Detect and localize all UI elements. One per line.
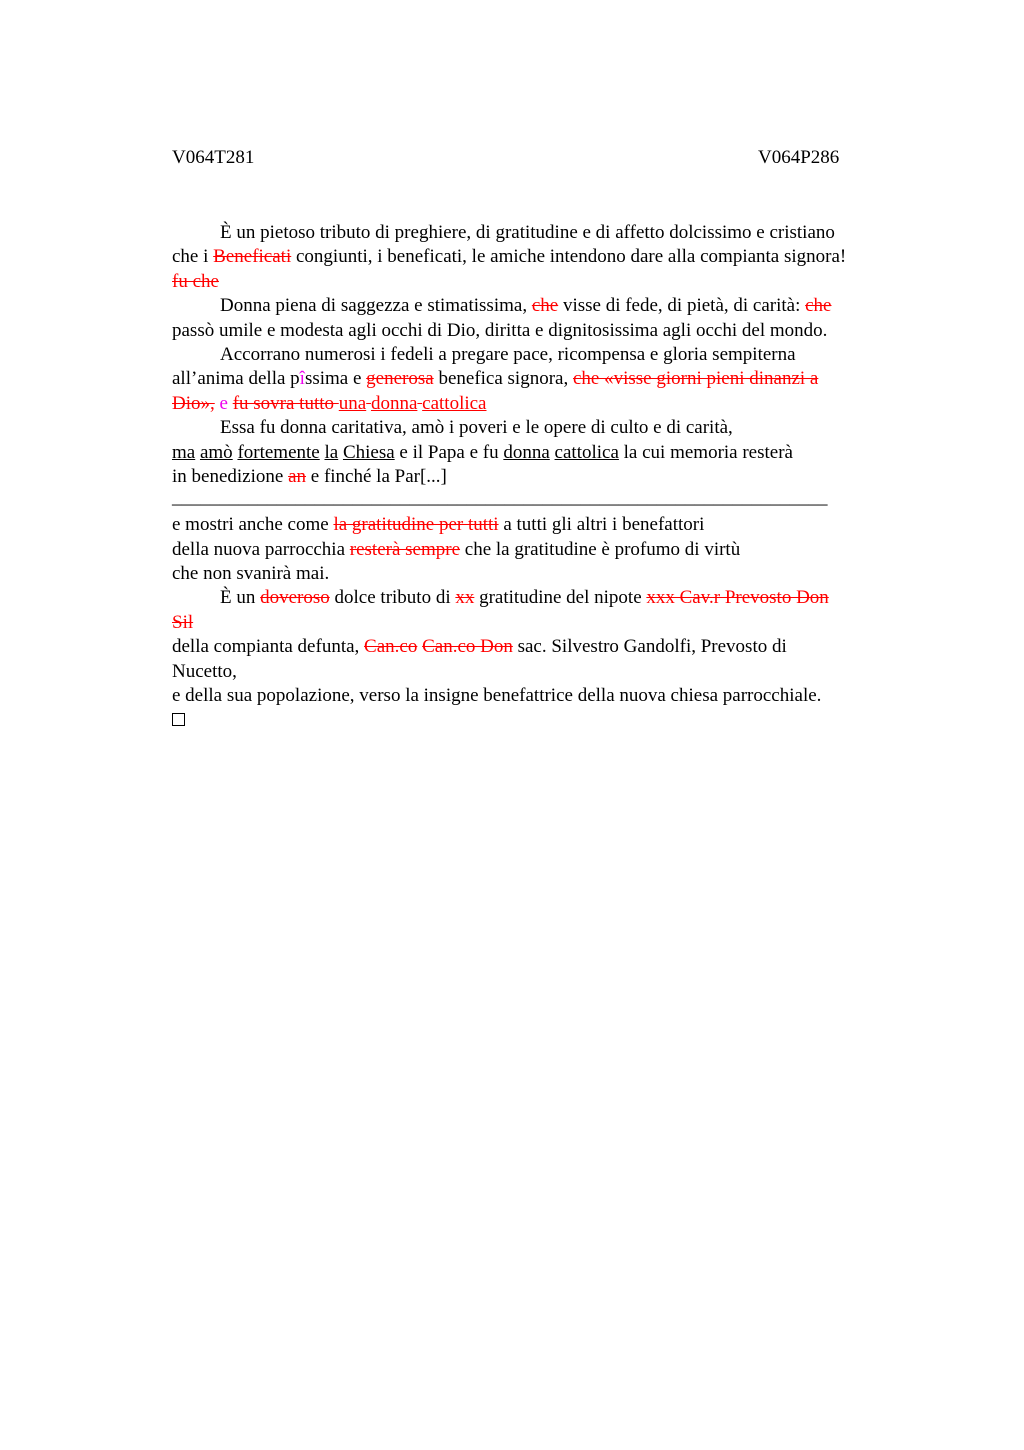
deleted-text: fu sovra tutto: [232, 392, 339, 414]
text: È un pietoso tributo di preghiere, di gratitudine e di affetto dolcissimo e cristiano: [220, 222, 835, 243]
line: [172, 635, 912, 659]
deleted-text: xx: [455, 587, 475, 609]
text: che i: [172, 246, 214, 268]
underlined-text: ma: [172, 441, 196, 463]
deleted-text: an: [288, 465, 307, 487]
line: [172, 343, 912, 367]
deleted-text: Can.co: [364, 636, 418, 658]
text: all’anima della p: [172, 368, 300, 390]
separator-rule: _____________________________________________________________________: [172, 487, 828, 509]
inserted-text: e: [214, 392, 233, 414]
text: che non svanirà mai.: [172, 563, 330, 585]
text: sac. Silvestro Gandolfi, Prevosto di: [512, 636, 787, 658]
text: della nuova parrocchia: [172, 538, 350, 560]
deleted-text: resterà sempre: [349, 538, 461, 560]
deleted-text: fu che: [172, 270, 219, 292]
text: e mostri anche come: [172, 514, 334, 536]
text: dolce tributo di: [329, 587, 456, 609]
line: [172, 367, 912, 391]
text: in benedizione: [172, 465, 289, 487]
line: [172, 513, 912, 537]
line: [172, 465, 912, 489]
text: Essa fu donna caritativa, amò i poveri e le opere di culto e di carità,: [220, 417, 733, 439]
line: [172, 319, 912, 343]
line: [172, 538, 912, 562]
line: [172, 708, 912, 732]
deleted-text: doveroso: [260, 587, 330, 609]
text: e il Papa e fu: [394, 441, 504, 463]
deleted-underlined-text: cattolica: [422, 392, 487, 414]
header-left-code: V064T281: [172, 147, 255, 168]
line: [172, 294, 912, 318]
deleted-text: che: [805, 295, 832, 317]
line: [172, 245, 912, 269]
deleted-text: xxx Cav.r Prevosto Don: [646, 587, 829, 609]
line: [172, 416, 912, 440]
text: Nucetto,: [172, 660, 237, 682]
underlined-text: la: [324, 441, 339, 463]
text: congiunti, i beneficati, le amiche intendono dare alla compianta signora!: [291, 246, 847, 268]
document-body: [172, 221, 912, 733]
underlined-text: fortemente: [237, 441, 320, 463]
deleted-text: la gratitudine per tutti: [333, 514, 499, 536]
line: [172, 392, 912, 416]
line: [172, 221, 912, 245]
underlined-text: Chiesa: [342, 441, 395, 463]
deleted-text: che «visse giorni pieni dinanzi a: [572, 368, 819, 390]
inserted-text: î: [299, 368, 305, 390]
underlined-text: amò: [199, 441, 233, 463]
deleted-underlined-text: donna: [370, 392, 418, 414]
line: [172, 270, 912, 294]
deleted-underlined-text: una: [338, 392, 367, 414]
line: [172, 684, 912, 708]
line: [172, 611, 912, 635]
header-right-code: V064P286: [758, 147, 840, 168]
line: [172, 562, 912, 586]
text: passò umile e modesta agli occhi di Dio, diritta e dignitosissima agli occhi del mondo.: [172, 319, 828, 341]
text: che la gratitudine è profumo di virtù: [460, 538, 741, 560]
text: e finché la Par[...]: [306, 465, 447, 487]
line: [172, 441, 912, 465]
deleted-text: Sil: [172, 611, 194, 633]
text: È un: [220, 587, 261, 609]
text: Accorrano numerosi i fedeli a pregare pace, ricompensa e gloria sempiterna: [220, 343, 796, 365]
text: e della sua popolazione, verso la insigne benefattrice della nuova chiesa parrocchiale.: [172, 685, 822, 707]
text: a tutti gli altri i benefattori: [498, 514, 705, 536]
text: Donna piena di saggezza e stimatissima,: [220, 295, 532, 317]
deleted-text: Can.co Don: [422, 636, 513, 658]
text: ssima e: [304, 368, 367, 390]
line: [172, 660, 912, 684]
deleted-text: generosa: [366, 368, 434, 390]
empty-box-icon: [172, 713, 185, 726]
deleted-text: Dio»,: [172, 392, 215, 414]
underlined-text: donna: [503, 441, 550, 463]
text: la cui memoria resterà: [618, 441, 793, 463]
text: visse di fede, di pietà, di carità:: [558, 295, 806, 317]
text: della compianta defunta,: [172, 636, 365, 658]
deleted-text: che: [531, 295, 559, 317]
text: benefica signora,: [433, 368, 573, 390]
line: [172, 586, 912, 610]
deleted-text: Beneficati: [213, 246, 292, 268]
underlined-text: cattolica: [554, 441, 619, 463]
text: gratitudine del nipote: [474, 587, 647, 609]
